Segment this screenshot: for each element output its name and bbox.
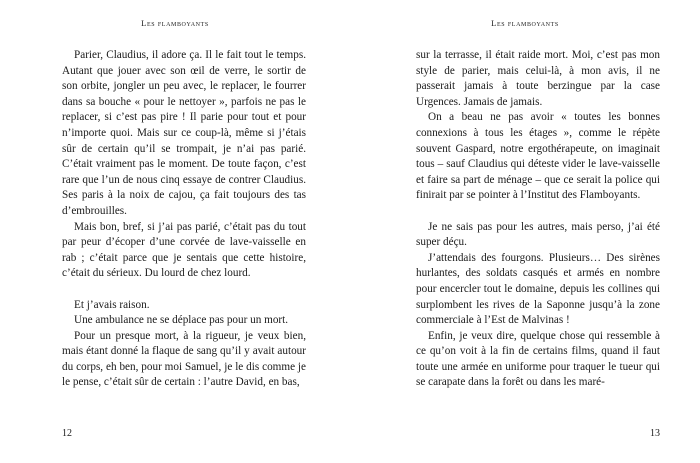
page-number-left: 12 [62, 428, 72, 439]
paragraph: Pour un presque mort, à la rigueur, je veux bien, mais étant donné la flaque de sang qu’il y avait autour du corps, eh ben, pour moi Samuel, je le dis comme je le pense, c’était sûr de certain : l’autre David, en bas, [62, 329, 306, 389]
paragraph: Une ambulance ne se déplace pas pour un mort. [74, 314, 289, 327]
section-break [416, 204, 660, 220]
paragraph-continued: sur la terrasse, il était raide mort. Moi, c’est pas mon style de parier, mais celui-là, à mon avis, il ne passerait jamais à toute berzingue par la case Urgences. Jamais de jamais. [416, 49, 660, 108]
running-head-left: Les flamboyants [141, 18, 209, 28]
paragraph: Parier, Claudius, il adore ça. Il le fait tout le temps. Autant que jouer avec son œil de verre, le sortir de son orbite, jongler un peu avec, le replacer, le fourrer dans sa bouche « pour le nettoyer », parfois ne pas le replacer, si c’est pas pire ! Il parie pour tout et pour n’importe quoi. Mais sur ce coup-là, même si j’étais sûr de certain qu’il se trompait, je n’ai pas parié. C’était vraiment pas le moment. De toute façon, c’est rare que l’un de nous cinq essaye de contrer Claudius. Ses paris à la noix de cajou, ça fait toujours des tas d’embrouilles. [62, 49, 306, 217]
right-page-text [416, 48, 660, 391]
paragraph: On a beau ne pas avoir « toutes les bonnes connexions à tous les étages », comme le répète souvent Gaspard, notre ergothérapeute, on imaginait tous – sauf Claudius qui déteste vider le lave-vaisselle et faire sa part de ménage – que ce serait la police qui finirait par se pointer à l’Institut des Flamboyants. [416, 111, 660, 202]
paragraph: Je ne sais pas pour les autres, mais perso, j’ai été super déçu. [416, 220, 660, 249]
paragraph: Enfin, je veux dire, quelque chose qui ressemble à ce qu’on voit à la fin de certains films, quand il faut toute une armée en uniforme pour traquer le tueur qui se carapate dans la forêt ou dans les maré- [416, 329, 660, 389]
right-page [350, 0, 700, 463]
page-number-right: 13 [650, 428, 660, 439]
paragraph: J’attendais des fourgons. Plusieurs… Des sirènes hurlantes, des soldats casqués et armés en nombre pour encercler tout le domaine, depuis les collines qui surplombent les rives de la Saponne jusqu’à la zone commerciale à l’Est de Malvinas ! [416, 251, 660, 327]
paragraph: Et j’avais raison. [74, 298, 150, 311]
paragraph: Mais bon, bref, si j’ai pas parié, c’était pas du tout par peur d’écoper d’une corvée de lave-vaisselle en rab ; c’était parce que je sentais que cette histoire, c’était du sérieux. Du lourd de chez lourd. [62, 220, 306, 280]
section-break [62, 282, 306, 298]
running-head-right: Les flamboyants [491, 18, 559, 28]
left-page-text [62, 48, 306, 391]
